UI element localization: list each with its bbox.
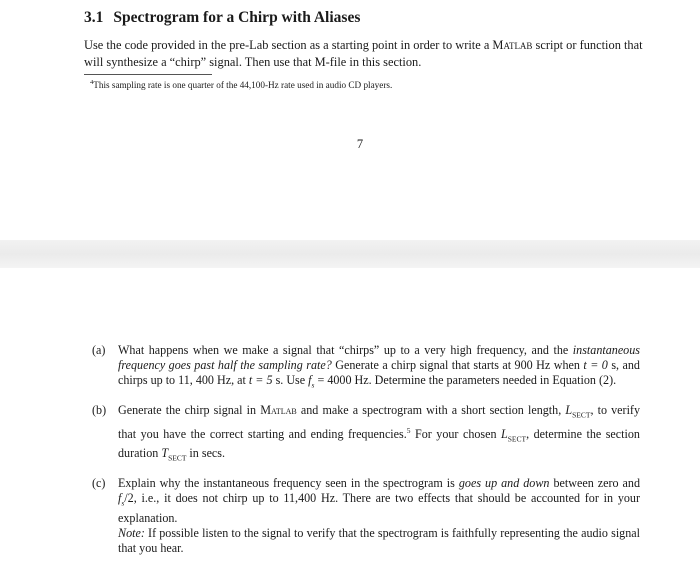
part-a-text: What happens when we make a signal that “chirps” up to a very high frequency, and the bbox=[118, 343, 573, 357]
part-label: (c) bbox=[92, 475, 106, 490]
part-a-text: s. Use bbox=[272, 373, 309, 388]
footnote-marker: 4 bbox=[90, 79, 94, 86]
part-c-text: Explain why the instantaneous frequency seen in the spectrogram is bbox=[118, 475, 459, 490]
section-title: Spectrogram for a Chirp with Aliases bbox=[113, 9, 361, 26]
math-lsect: L bbox=[565, 403, 573, 418]
math-lsect: L bbox=[501, 426, 508, 441]
section-number: 3.1 bbox=[84, 9, 104, 26]
part-b-text: , to verify that you have the correct starting and ending frequencies. bbox=[118, 403, 640, 441]
part-b bbox=[92, 403, 640, 466]
part-a-body bbox=[118, 343, 640, 393]
part-b-text: , determine the section duration bbox=[118, 426, 640, 461]
part-label: (a) bbox=[92, 343, 106, 357]
part-b-matlab: Matlab bbox=[260, 403, 297, 418]
part-b-text: in secs. bbox=[186, 446, 226, 461]
part-a-text: s, and chirps up to bbox=[118, 358, 640, 388]
part-c bbox=[92, 476, 640, 556]
math-t0: t = 0 bbox=[583, 358, 608, 373]
intro-paragraph bbox=[84, 37, 644, 70]
intro-text-2: script or function that will synthesize a “chirp” signal. Then use that M-file in this section. bbox=[84, 38, 643, 69]
math-tsect: T bbox=[161, 446, 169, 461]
math-tsect-sub: SECT bbox=[168, 453, 187, 463]
math-fs-sub: s bbox=[311, 380, 315, 390]
part-b-body bbox=[118, 403, 640, 466]
math-fs: f bbox=[308, 373, 312, 388]
page-upper bbox=[0, 0, 700, 240]
part-b-text: and make a spectrogram with a short section length, bbox=[296, 403, 566, 418]
footnote-rule bbox=[84, 74, 212, 75]
part-a-text: Generate a chirp signal that starts at 900 Hz when bbox=[331, 358, 584, 373]
part-c-emphasis: goes up and down bbox=[458, 475, 550, 490]
part-c-text: , i.e., it does not chirp up to 11,400 Hz. There are two effects that should be accounted for in your explanation. bbox=[118, 491, 640, 525]
math-4000: = 4000 bbox=[314, 373, 352, 388]
part-c-text: between zero and bbox=[549, 475, 640, 490]
footnote-text: This sampling rate is one quarter of the 44,100-Hz rate used in audio CD players. bbox=[93, 80, 393, 91]
footnote bbox=[90, 79, 392, 90]
part-a-emphasis: instantaneous frequency goes past half the sampling rate? bbox=[118, 343, 640, 373]
math-lsect-sub: SECT bbox=[507, 434, 527, 444]
part-a bbox=[92, 343, 640, 393]
intro-matlab: Matlab bbox=[492, 38, 533, 52]
page-separator bbox=[0, 240, 700, 268]
note-text: If possible listen to the signal to verify that the spectrogram is faithfully representing the audio signal that you hear. bbox=[118, 525, 640, 556]
part-b-text: For your chosen bbox=[410, 426, 502, 441]
part-a-text: Hz, at bbox=[213, 373, 249, 388]
math-t5: t = 5 bbox=[248, 373, 273, 388]
math-11400: 11, 400 bbox=[178, 373, 214, 388]
page-number: 7 bbox=[356, 137, 364, 151]
math-half: /2 bbox=[124, 491, 134, 506]
part-a-text: Hz. Determine the parameters needed in Equation (2). bbox=[351, 373, 617, 388]
exercise-parts bbox=[92, 343, 640, 566]
math-lsect-sub: SECT bbox=[572, 410, 591, 420]
section-heading bbox=[84, 9, 360, 27]
part-b-text: Generate the chirp signal in bbox=[118, 403, 261, 418]
note-label: Note: bbox=[118, 525, 145, 540]
part-label: (b) bbox=[92, 403, 107, 418]
footnote-ref: 5 bbox=[406, 425, 411, 435]
math-fs: f bbox=[118, 491, 122, 506]
intro-text-1: Use the code provided in the pre-Lab section as a starting point in order to write a bbox=[84, 38, 493, 52]
math-fs-sub: s bbox=[121, 498, 125, 508]
part-c-body bbox=[118, 476, 640, 556]
